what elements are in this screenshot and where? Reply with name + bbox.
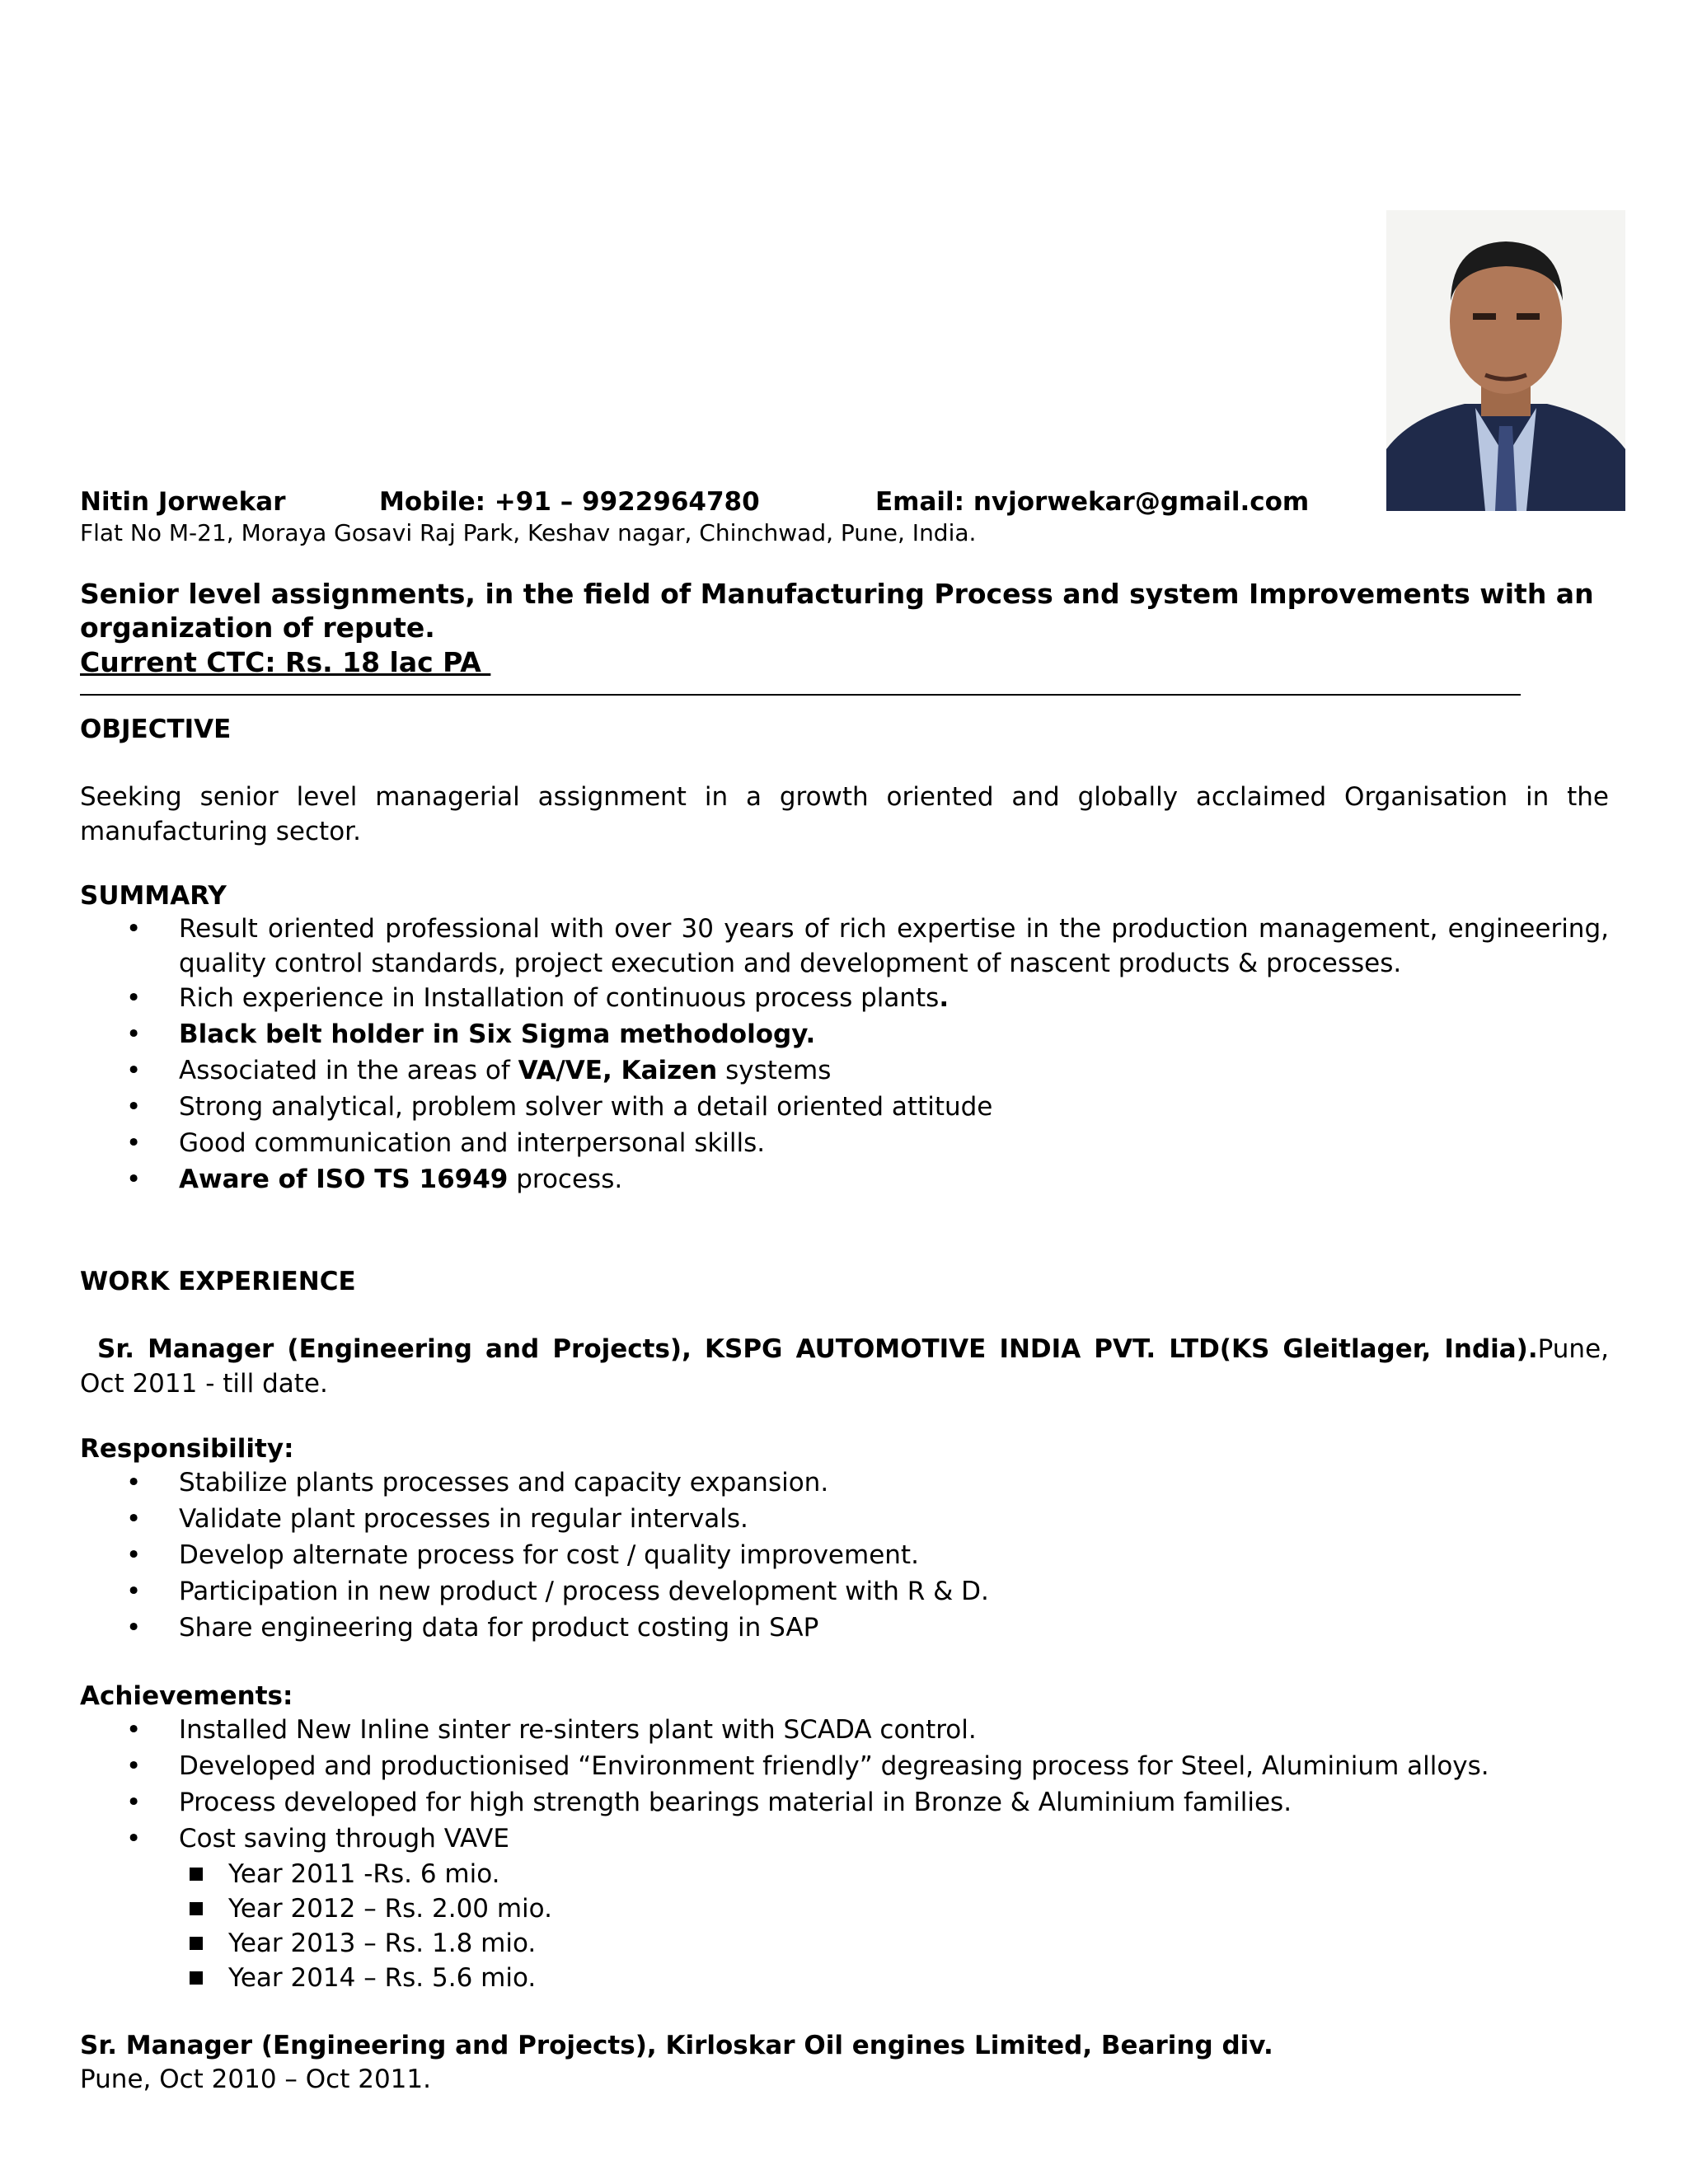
square-bullet-icon [190,1868,203,1881]
current-ctc: Current CTC: Rs. 18 lac PA [80,646,491,678]
bullet-icon: • [126,1577,142,1606]
bullet-icon: • [126,1019,142,1049]
bullet-icon: • [126,1092,142,1122]
email-address: Email: nvjorwekar@gmail.com [875,487,1310,517]
achievement-text: Cost saving through VAVE [179,1824,509,1854]
bullet-icon: • [126,1540,142,1570]
square-bullet-icon [190,1902,203,1915]
list-item [80,1465,1609,1501]
work-experience-heading: WORK EXPERIENCE [80,1267,356,1296]
saving-text: Year 2012 – Rs. 2.00 mio. [228,1894,552,1924]
summary-bold-text: VA/VE, Kaizen [518,1056,718,1085]
list-item [80,1961,1609,1995]
bullet-icon: • [126,1824,142,1854]
summary-list [80,912,1609,1197]
summary-bold-text: Black belt holder in Six Sigma methodology. [179,1019,816,1049]
square-bullet-icon [190,1937,203,1950]
bullet-icon: • [126,1504,142,1534]
job1-period: Pune, Oct 2011 - till date. [80,1334,1609,1399]
square-bullet-icon [190,1971,203,1985]
achievement-text: Developed and productionised “Environment friendly” degreasing process for Steel, Aluminium alloys. [179,1751,1489,1781]
responsibility-text: Participation in new product / process development with R & D. [179,1577,989,1606]
list-item [80,1052,1609,1089]
job1-entry [80,1332,1609,1401]
objective-heading: OBJECTIVE [80,715,232,744]
list-item [80,1926,1609,1961]
bullet-icon: • [126,914,142,944]
summary-heading: SUMMARY [80,881,227,911]
bullet-icon: • [126,1751,142,1781]
savings-list [80,1857,1609,1995]
job2-title: Sr. Manager (Engineering and Projects), Kirloskar Oil engines Limited, Bearing div. [80,2031,1273,2060]
bullet-icon: • [126,1788,142,1817]
portrait-image [1386,210,1625,511]
list-item [80,1016,1609,1052]
saving-text: Year 2014 – Rs. 5.6 mio. [228,1963,537,1993]
list-item [80,1748,1609,1784]
achievements-list [80,1712,1609,1857]
responsibility-text: Stabilize plants processes and capacity expansion. [179,1468,829,1497]
saving-text: Year 2011 -Rs. 6 mio. [228,1859,500,1889]
address: Flat No M-21, Moraya Gosavi Raj Park, Keshav nagar, Chinchwad, Pune, India. [80,519,977,546]
list-item [80,1501,1609,1537]
list-item [80,1784,1609,1821]
list-item [80,981,1609,1016]
achievements-heading: Achievements: [80,1681,293,1711]
saving-text: Year 2013 – Rs. 1.8 mio. [228,1929,537,1958]
bullet-icon: • [126,983,142,1013]
resume-page [80,0,1609,2184]
bullet-icon: • [126,1468,142,1497]
summary-text: Result oriented professional with over 30 years of rich expertise in the production management, engineering, quality control standards, project execution and development of nascent products & processes. [179,914,1609,978]
list-item [80,1125,1609,1161]
candidate-name: Nitin Jorwekar [80,487,286,517]
list-item [80,1610,1609,1646]
bullet-icon: • [126,1056,142,1085]
bullet-icon: • [126,1715,142,1745]
responsibility-text: Share engineering data for product costing in SAP [179,1613,819,1643]
summary-bold-text: . [939,983,950,1013]
summary-text: systems [717,1056,832,1085]
mobile-number: Mobile: +91 – 9922964780 [379,487,760,517]
summary-text: Associated in the areas of [179,1056,518,1085]
job1-title: Sr. Manager (Engineering and Projects), KSPG AUTOMOTIVE INDIA PVT. LTD(KS Gleitlager, India). [97,1334,1538,1364]
list-item [80,912,1609,981]
bullet-icon: • [126,1128,142,1158]
list-item [80,1891,1609,1926]
career-headline: Senior level assignments, in the field of Manufacturing Process and system Improvements with an organization of repute. [80,578,1594,644]
bullet-icon: • [126,1165,142,1194]
list-item [80,1161,1609,1197]
profile-photo [1386,210,1625,511]
summary-text: process. [508,1165,623,1194]
list-item [80,1089,1609,1125]
summary-bold-text: Aware of ISO TS 16949 [179,1165,509,1194]
achievement-text: Installed New Inline sinter re-sinters plant with SCADA control. [179,1715,977,1745]
list-item [80,1712,1609,1748]
objective-text: Seeking senior level managerial assignment in a growth oriented and globally acclaimed Organisation in the manufacturing sector. [80,782,1609,846]
responsibility-text: Develop alternate process for cost / quality improvement. [179,1540,919,1570]
section-divider [80,694,1521,696]
list-item [80,1573,1609,1610]
summary-text: Good communication and interpersonal skills. [179,1128,766,1158]
bullet-icon: • [126,1613,142,1643]
summary-text: Strong analytical, problem solver with a detail oriented attitude [179,1092,993,1122]
list-item [80,1821,1609,1857]
achievement-text: Process developed for high strength bearings material in Bronze & Aluminium families. [179,1788,1292,1817]
list-item [80,1537,1609,1573]
summary-text: Rich experience in Installation of continuous process plants [179,983,940,1013]
responsibility-list [80,1465,1609,1646]
job2-period: Pune, Oct 2010 – Oct 2011. [80,2064,431,2094]
list-item [80,1857,1609,1891]
responsibility-text: Validate plant processes in regular intervals. [179,1504,748,1534]
responsibility-heading: Responsibility: [80,1434,294,1464]
